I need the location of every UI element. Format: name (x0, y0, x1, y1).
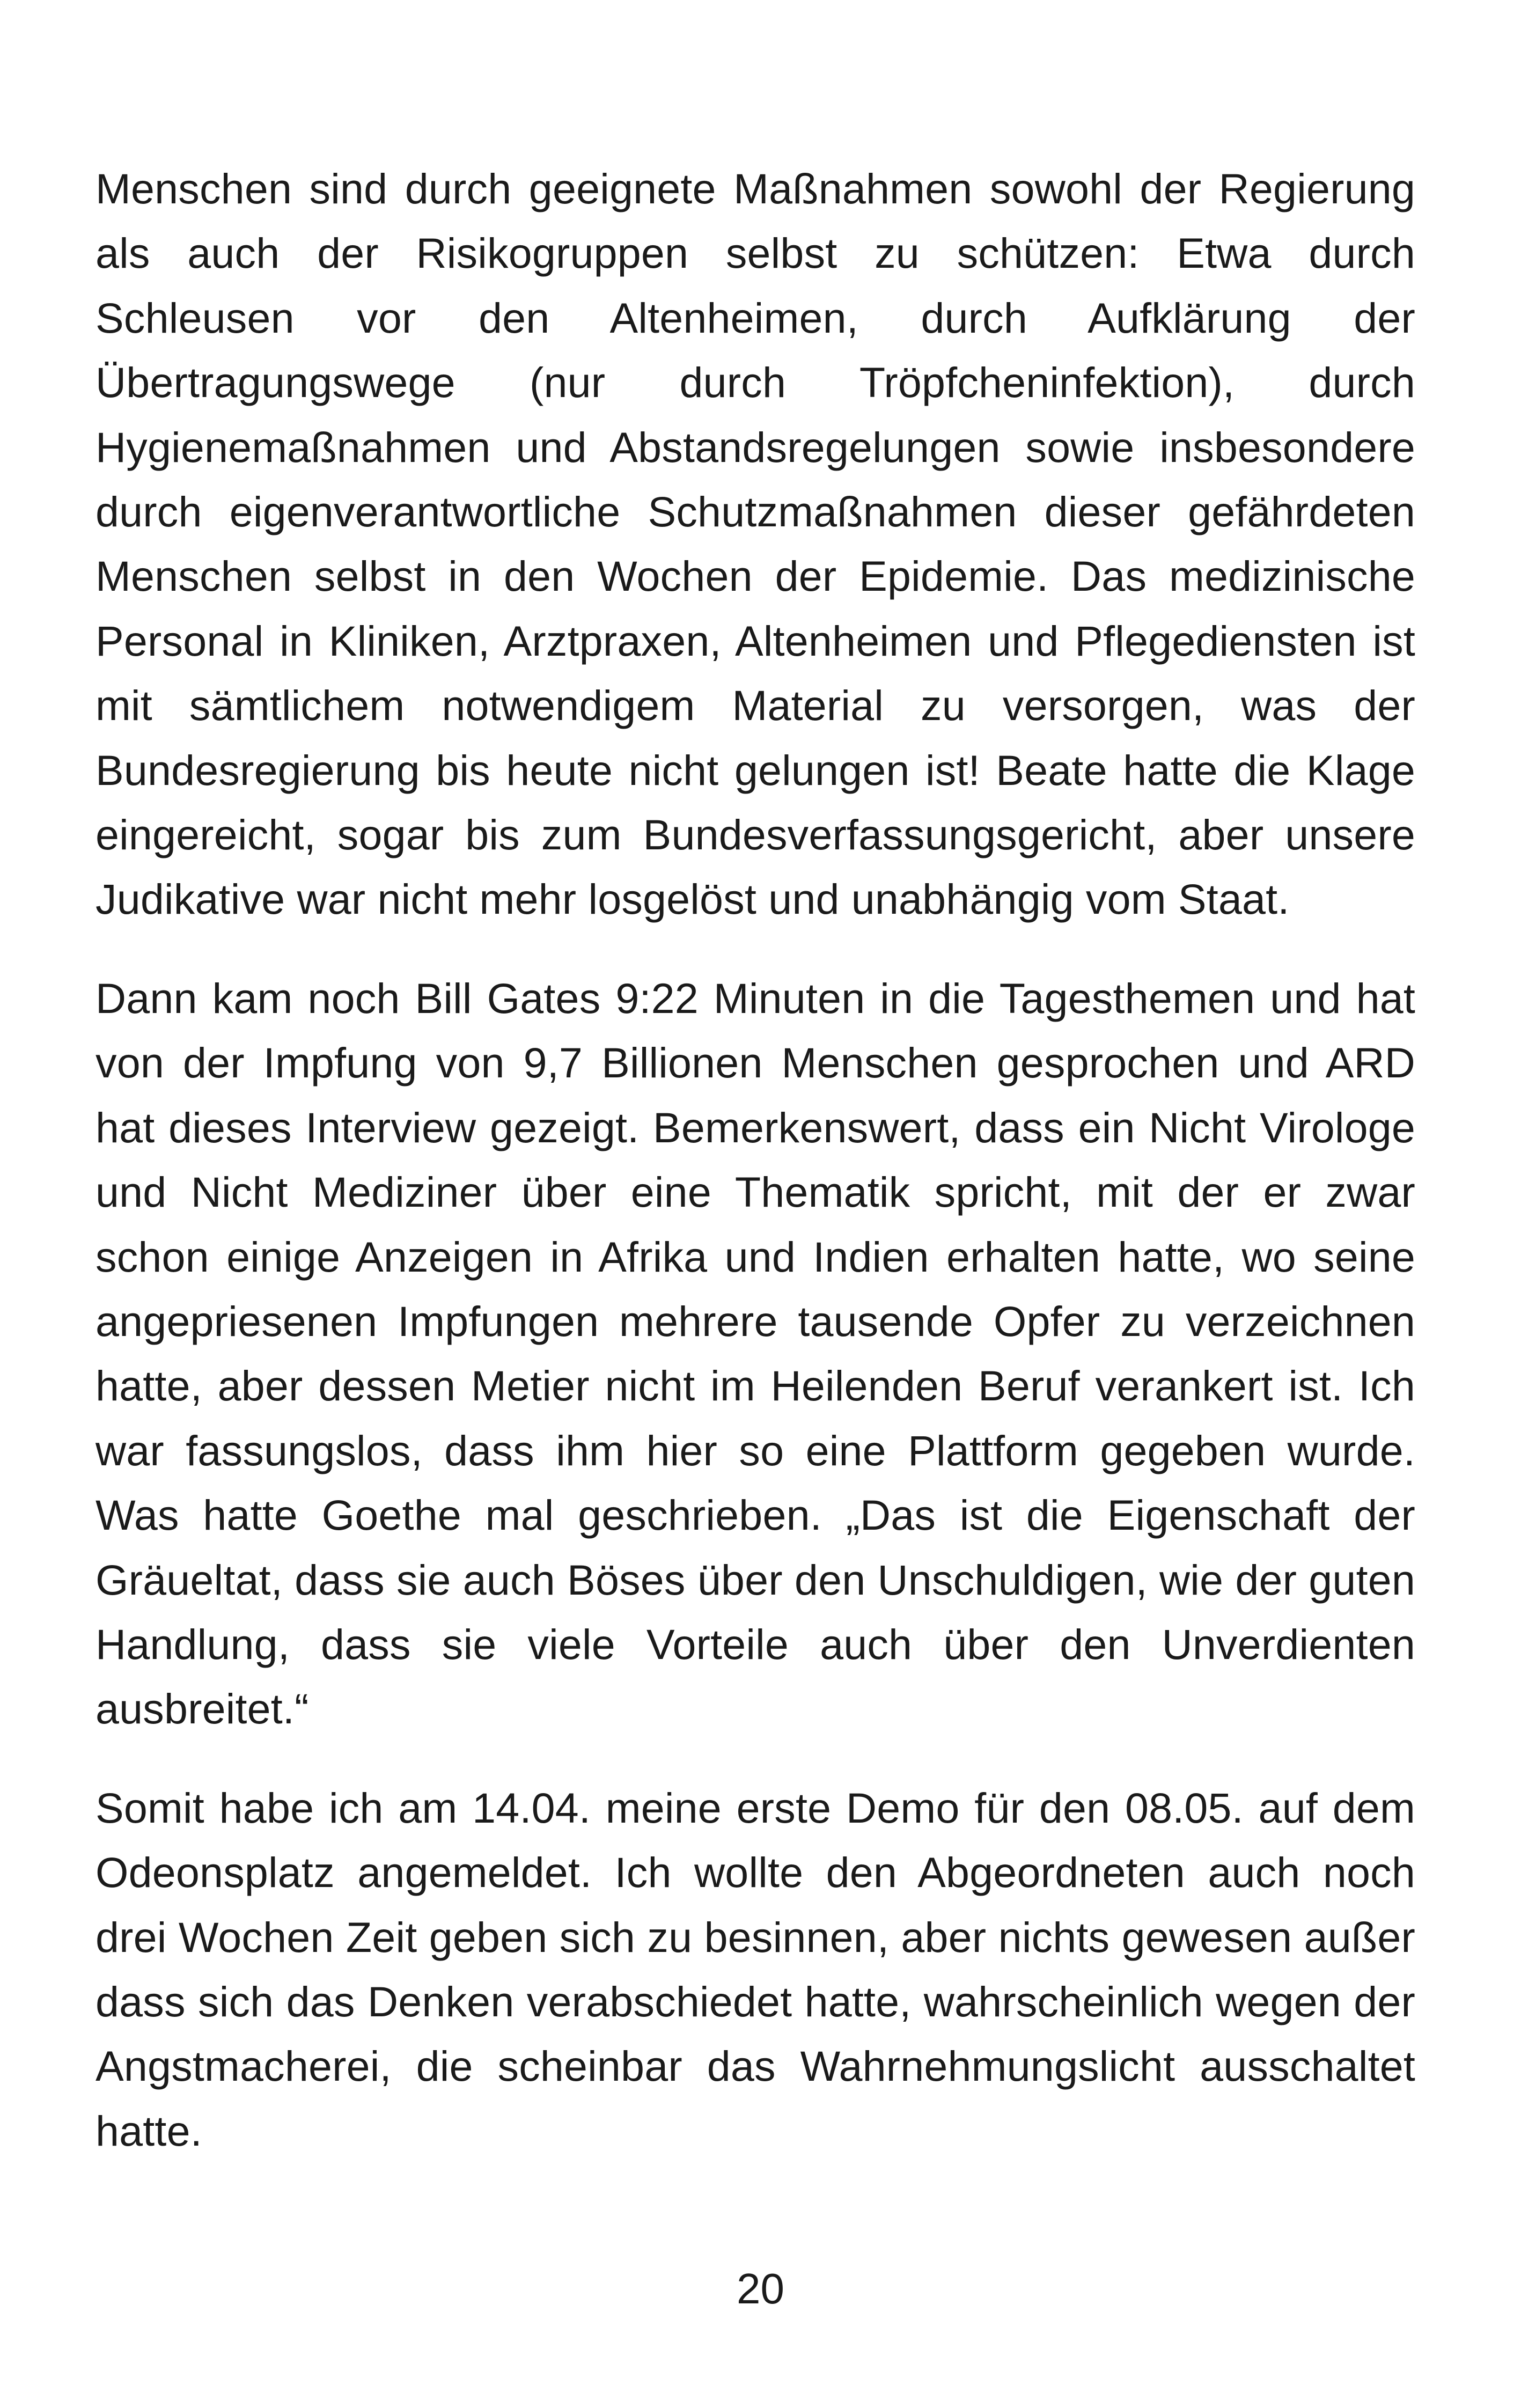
paragraph-1: Menschen sind durch geeignete Maßnahmen sowohl der Regierung als auch der Risikogruppen selbst zu schützen: Etwa durch Schleusen vor den Altenheimen, durch Aufklärung der Übertragungswege (nur durch Tröpfcheninfektion), durch Hygienemaßnahmen und Abstandsregelungen sowie insbesondere durch eigenverantwortliche Schutzmaßnahmen dieser gefährdeten Menschen selbst in den Wochen der Epidemie. Das medizinische Personal in Kliniken, Arztpraxen, Altenheimen und Pflegediensten ist mit sämtlichem notwendigem Material zu versorgen, was der Bundesregierung bis heute nicht gelungen ist! Beate hatte die Klage eingereicht, sogar bis zum Bundesverfassungsgericht, aber unsere Judikative war nicht mehr losgelöst und unabhängig vom Staat. (95, 165, 1415, 923)
paragraph-3: Somit habe ich am 14.04. meine erste Demo für den 08.05. auf dem Odeonsplatz angemeldet. Ich wollte den Abgeordneten auch noch drei Wochen Zeit geben sich zu besinnen, aber nichts gewesen außer dass sich das Denken verabschiedet hatte, wahrscheinlich wegen der Angstmacherei, die scheinbar das Wahrnehmungslicht ausschaltet hatte. (95, 1783, 1415, 2155)
page-number: 20 (737, 2265, 784, 2312)
paragraph-2: Dann kam noch Bill Gates 9:22 Minuten in die Tagesthemen und hat von der Impfung von 9,7 Billionen Menschen gesprochen und ARD hat dieses Interview gezeigt. Bemerkenswert, dass ein Nicht Virologe und Nicht Mediziner über eine Thematik spricht, mit der er zwar schon einige Anzeigen in Afrika und Indien erhalten hatte, wo seine angepriesenen Impfungen mehrere tausende Opfer zu verzeichnen hatte, aber dessen Metier nicht im Heilenden Beruf verankert ist. Ich war fassungslos, dass ihm hier so eine Plattform gegeben wurde. Was hatte Goethe mal geschrieben. „Das ist die Eigenschaft der Gräueltat, dass sie auch Böses über den Unschuldigen, wie der guten Handlung, dass sie viele Vorteile auch über den Unverdienten ausbreitet.“ (95, 974, 1415, 1733)
page-body (95, 157, 1415, 2198)
